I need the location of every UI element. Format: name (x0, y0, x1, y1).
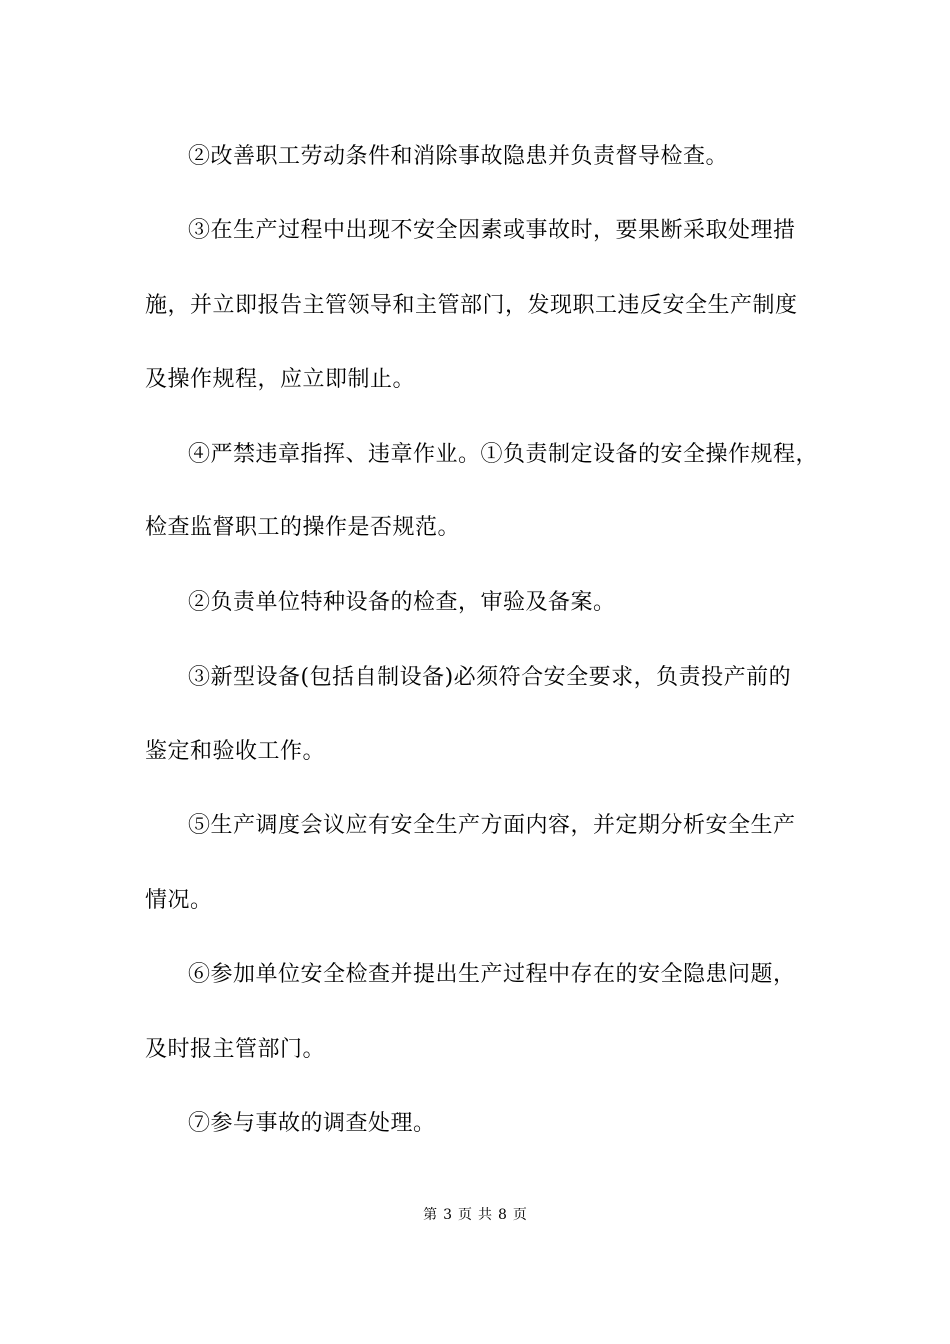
paragraph-line: 施，并立即报告主管领导和主管部门，发现职工违反安全生产制度 (145, 293, 798, 318)
paragraph-line: ④严禁违章指挥、违章作业。①负责制定设备的安全操作规程， (188, 442, 819, 467)
paragraph-line: ⑦参与事故的调查处理。 (188, 1111, 436, 1136)
paragraph-line: ⑤生产调度会议应有安全生产方面内容，并定期分析安全生产 (188, 813, 796, 838)
paragraph-line: 检查监督职工的操作是否规范。 (145, 515, 461, 540)
paragraph-line: ⑥参加单位安全检查并提出生产过程中存在的安全隐患问题， (188, 962, 796, 987)
paragraph-line: 及时报主管部门。 (145, 1037, 326, 1062)
footer-prefix: 第 (423, 1207, 438, 1223)
paragraph-line: ③新型设备(包括自制设备)必须符合安全要求，负责投产前的 (188, 665, 792, 690)
paragraph-line: 及操作规程，应立即制止。 (145, 367, 416, 392)
page-footer (0, 1206, 950, 1224)
footer-current-page: 3 (443, 1207, 452, 1223)
footer-page-word: 页 (458, 1207, 472, 1223)
footer-suffix: 页 (512, 1207, 527, 1223)
paragraph-line: 情况。 (145, 888, 213, 913)
footer-total-pages: 8 (498, 1207, 507, 1223)
footer-total-word: 共 (478, 1207, 492, 1223)
paragraph-line: 鉴定和验收工作。 (145, 739, 326, 764)
paragraph-line: ②改善职工劳动条件和消除事故隐患并负责督导检查。 (188, 144, 729, 169)
paragraph-line: ②负责单位特种设备的检查，审验及备案。 (188, 590, 616, 615)
paragraph-line: ③在生产过程中出现不安全因素或事故时，要果断采取处理措 (188, 218, 796, 243)
